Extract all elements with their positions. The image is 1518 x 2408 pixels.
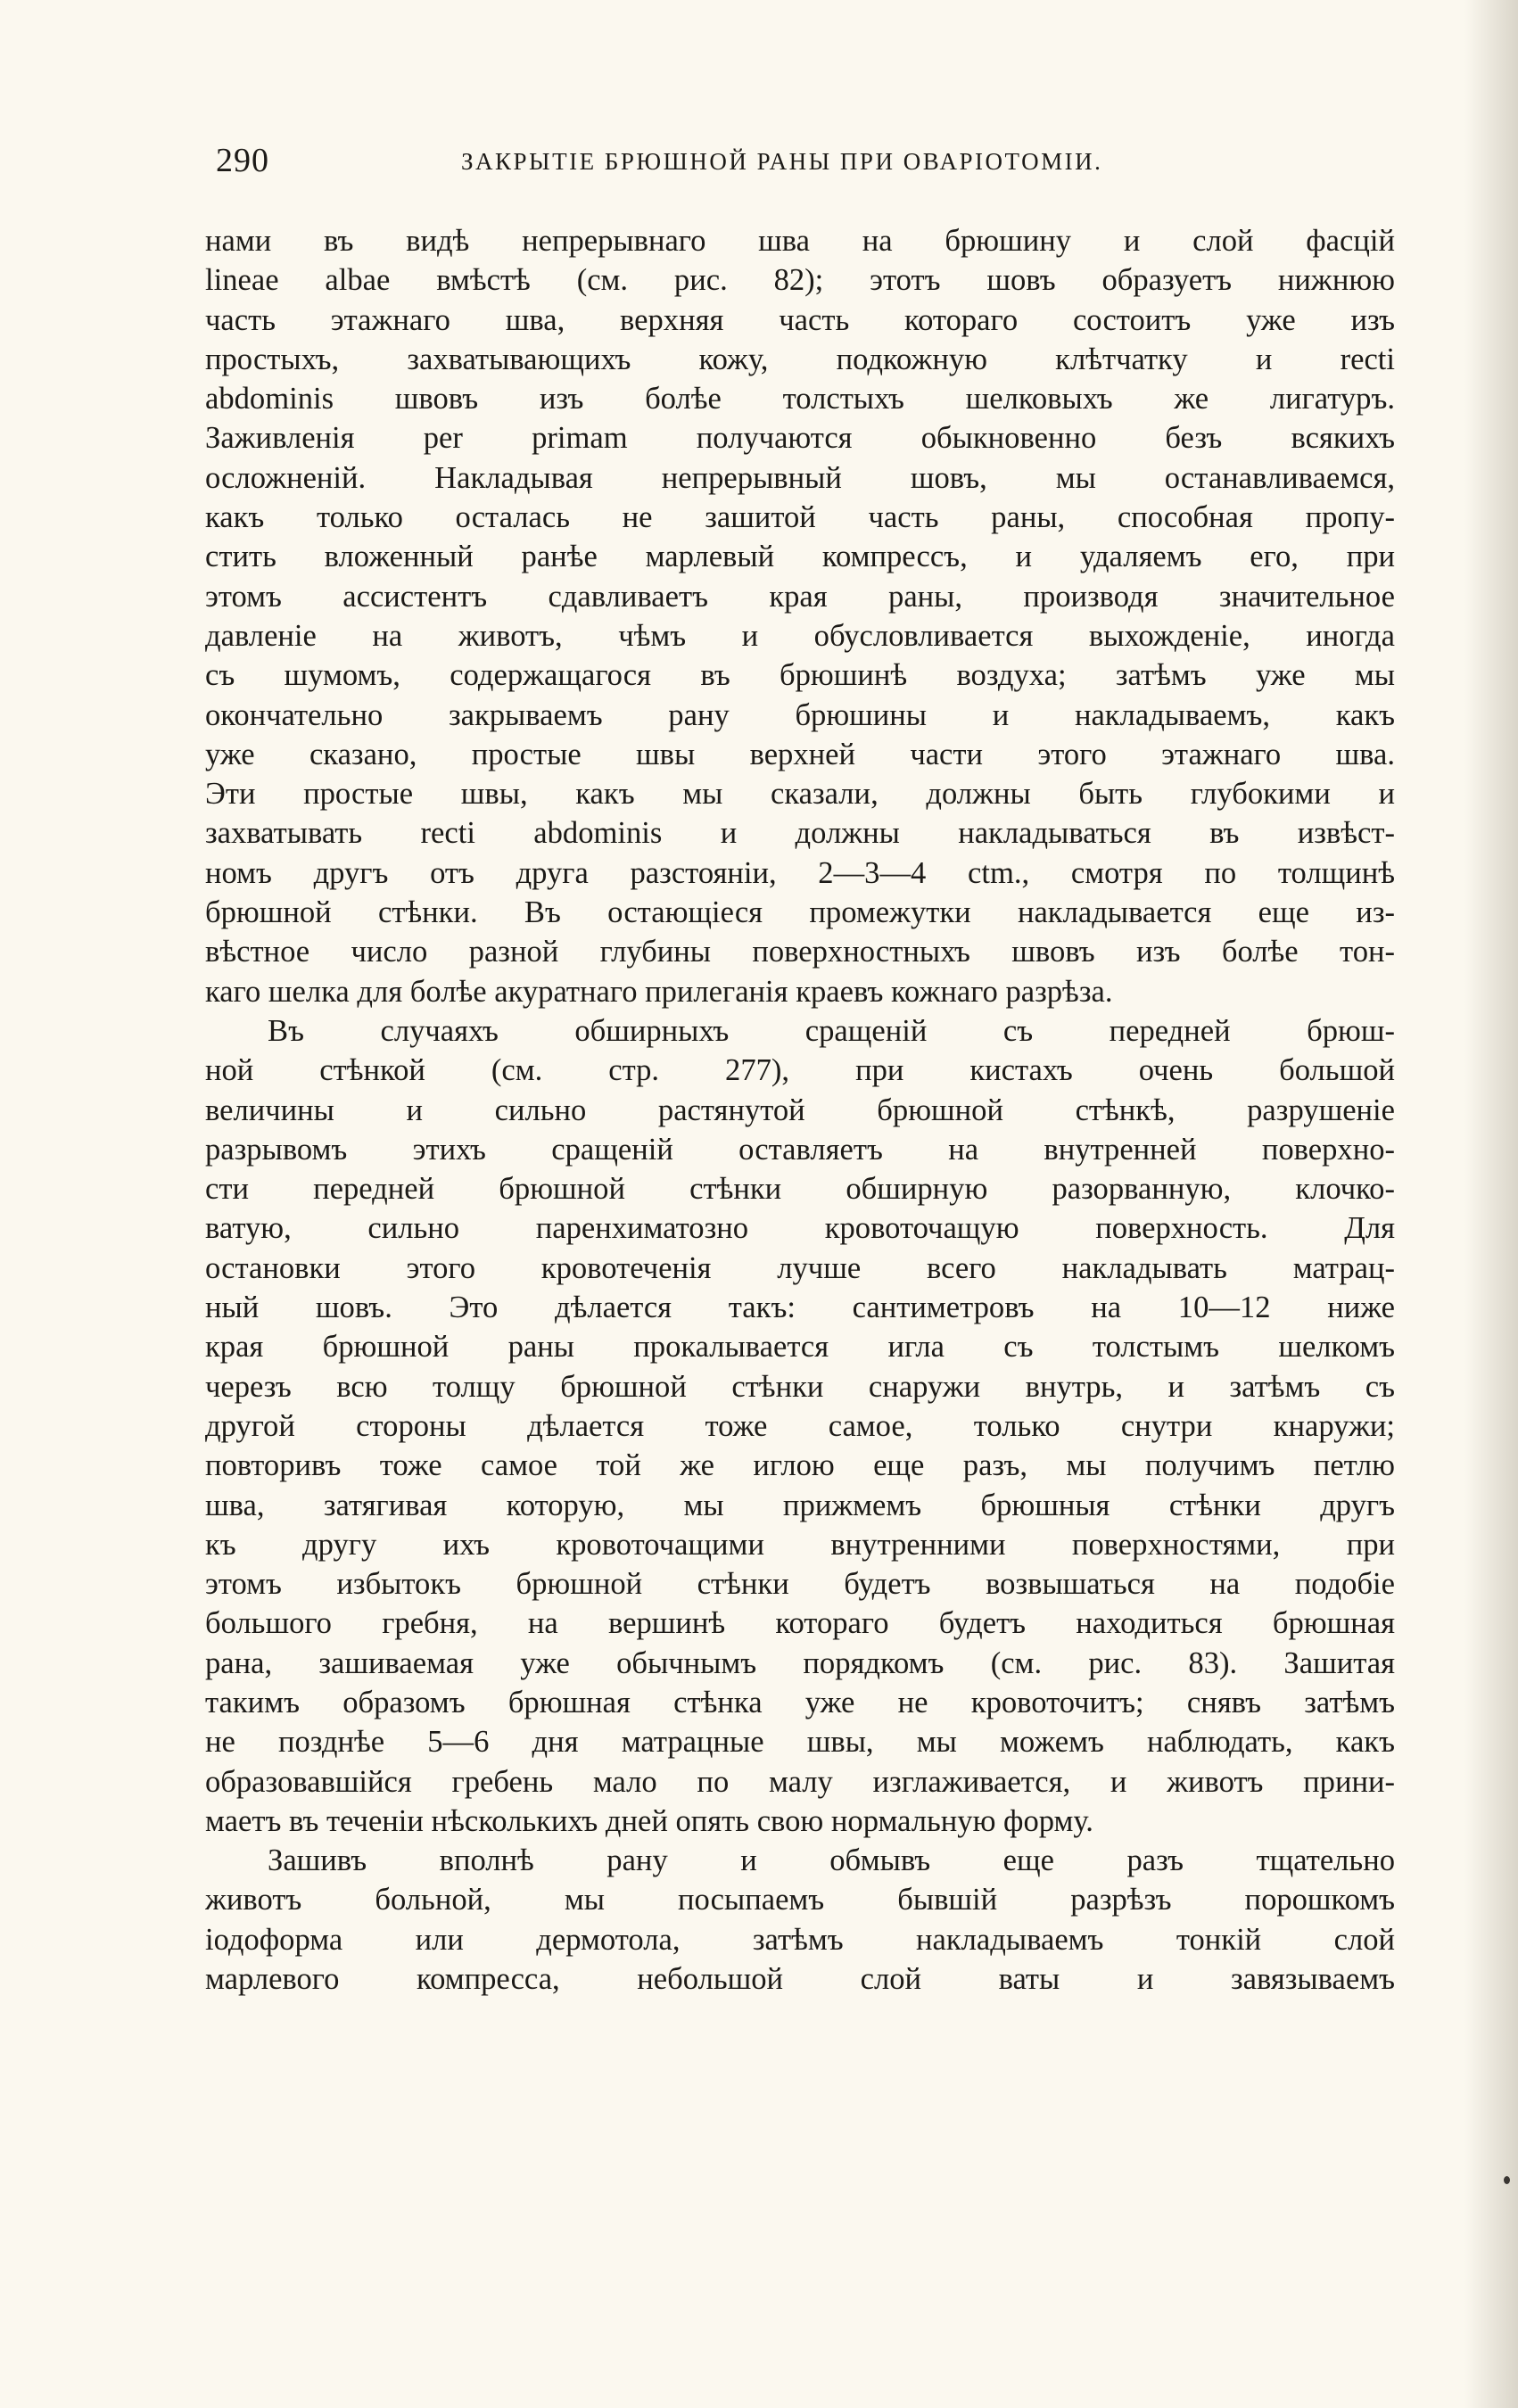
- text-line: сти передней брюшной стѣнки обширную разорванную, клочко-: [205, 1172, 1395, 1207]
- page-header: [216, 141, 1393, 186]
- text-line: abdominis швовъ изъ болѣе толстыхъ шелковыхъ же лигатуръ.: [205, 382, 1395, 416]
- text-line: номъ другъ отъ друга разстояніи, 2—3—4 ctm., смотря по толщинѣ: [205, 855, 1395, 890]
- text-line: іодоформа или дермотола, затѣмъ накладываемъ тонкій слой: [205, 1922, 1395, 1957]
- text-line: осложненій. Накладывая непрерывный шовъ, мы останавливаемся,: [205, 460, 1395, 495]
- text-line: Зашивъ вполнѣ рану и обмывъ еще разъ тщательно: [268, 1843, 1395, 1878]
- text-line: брюшной стѣнки. Въ остающіеся промежутки накладывается еще из-: [205, 895, 1395, 930]
- text-line: не позднѣе 5—6 дня матрацные швы, мы можемъ наблюдать, какъ: [205, 1725, 1395, 1760]
- text-line: стить вложенный ранѣе марлевый компрессъ, и удаляемъ его, при: [205, 540, 1395, 574]
- text-line: рана, зашиваемая уже обычнымъ порядкомъ (см. рис. 83). Зашитая: [205, 1645, 1395, 1680]
- text-line: маетъ въ теченіи нѣсколькихъ дней опять свою нормальную форму.: [205, 1803, 1093, 1838]
- text-line: къ другу ихъ кровоточащими внутренними поверхностями, при: [205, 1527, 1395, 1562]
- text-line: часть этажнаго шва, верхняя часть котораго состоитъ уже изъ: [205, 302, 1395, 337]
- text-line: большого гребня, на вершинѣ котораго будетъ находиться брюшная: [205, 1606, 1395, 1641]
- text-line: Эти простые швы, какъ мы сказали, должны быть глубокими и: [205, 777, 1395, 812]
- text-line: марлевого компресса, небольшой слой ваты и завязываемъ: [205, 1962, 1395, 1997]
- text-line: съ шумомъ, содержащагося въ брюшинѣ воздуха; затѣмъ уже мы: [205, 658, 1395, 693]
- text-line: давленіе на животъ, чѣмъ и обусловливается выхожденіе, иногда: [205, 618, 1395, 653]
- text-line: ный шовъ. Это дѣлается такъ: сантиметровъ на 10—12 ниже: [205, 1291, 1395, 1325]
- page-number: 290: [216, 142, 269, 179]
- text-line: уже сказано, простые швы верхней части этого этажнаго шва.: [205, 737, 1395, 771]
- text-line: другой стороны дѣлается тоже самое, только снутри кнаружи;: [205, 1408, 1395, 1443]
- text-line: этомъ избытокъ брюшной стѣнки будетъ возвышаться на подобіе: [205, 1567, 1395, 1602]
- text-line: животъ больной, мы посыпаемъ бывшій разрѣзъ порошкомъ: [205, 1883, 1395, 1917]
- text-line: образовавшійся гребень мало по малу изглаживается, и животъ прини-: [205, 1764, 1395, 1799]
- text-line: такимъ образомъ брюшная стѣнка уже не кровоточитъ; снявъ затѣмъ: [205, 1685, 1395, 1719]
- body-text: [205, 221, 1395, 1999]
- text-line: этомъ ассистентъ сдавливаетъ края раны, производя значительное: [205, 579, 1395, 614]
- text-line: ватую, сильно паренхиматозно кровоточащую поверхность. Для: [205, 1211, 1395, 1246]
- text-line: края брюшной раны прокалывается игла съ толстымъ шелкомъ: [205, 1330, 1395, 1365]
- text-line: остановки этого кровотеченія лучше всего накладывать матрац-: [205, 1250, 1395, 1285]
- text-line: вѣстное число разной глубины поверхностныхъ швовъ изъ болѣе тон-: [205, 935, 1395, 969]
- text-line: простыхъ, захватывающихъ кожу, подкожную клѣтчатку и recti: [205, 342, 1395, 376]
- text-line: шва, затягивая которую, мы прижмемъ брюшныя стѣнки другъ: [205, 1488, 1395, 1522]
- text-line: повторивъ тоже самое той же иглою еще разъ, мы получимъ петлю: [205, 1448, 1395, 1483]
- running-title: ЗАКРЫТІЕ БРЮШНОЙ РАНЫ ПРИ ОВАРІОТОМІИ.: [461, 148, 1103, 175]
- text-line: какъ только осталась не зашитой часть раны, способная пропу-: [205, 500, 1395, 535]
- text-line: нами въ видѣ непрерывнаго шва на брюшину и слой фасцій: [205, 224, 1395, 258]
- page-edge-shadow: [1464, 0, 1518, 2408]
- text-line: черезъ всю толщу брюшной стѣнки снаружи внутрь, и затѣмъ съ: [205, 1369, 1395, 1404]
- text-line: окончательно закрываемъ рану брюшины и накладываемъ, какъ: [205, 697, 1395, 732]
- text-line: Заживленія per primam получаются обыкновенно безъ всякихъ: [205, 421, 1395, 456]
- text-line: lineae albae вмѣстѣ (см. рис. 82); этотъ шовъ образуетъ нижнюю: [205, 263, 1395, 298]
- text-line: каго шелка для болѣе акуратнаго прилеганія краевъ кожнаго разрѣза.: [205, 974, 1113, 1009]
- ink-speck: [1504, 2176, 1510, 2184]
- text-line: величины и сильно растянутой брюшной стѣнкѣ, разрушеніе: [205, 1093, 1395, 1127]
- text-line: захватывать recti abdominis и должны накладываться въ извѣст-: [205, 816, 1395, 851]
- text-line: Въ случаяхъ обширныхъ сращеній съ передней брюш-: [268, 1013, 1395, 1048]
- text-line: разрывомъ этихъ сращеній оставляетъ на внутренней поверхно-: [205, 1132, 1395, 1167]
- text-line: ной стѣнкой (см. стр. 277), при кистахъ очень большой: [205, 1053, 1395, 1088]
